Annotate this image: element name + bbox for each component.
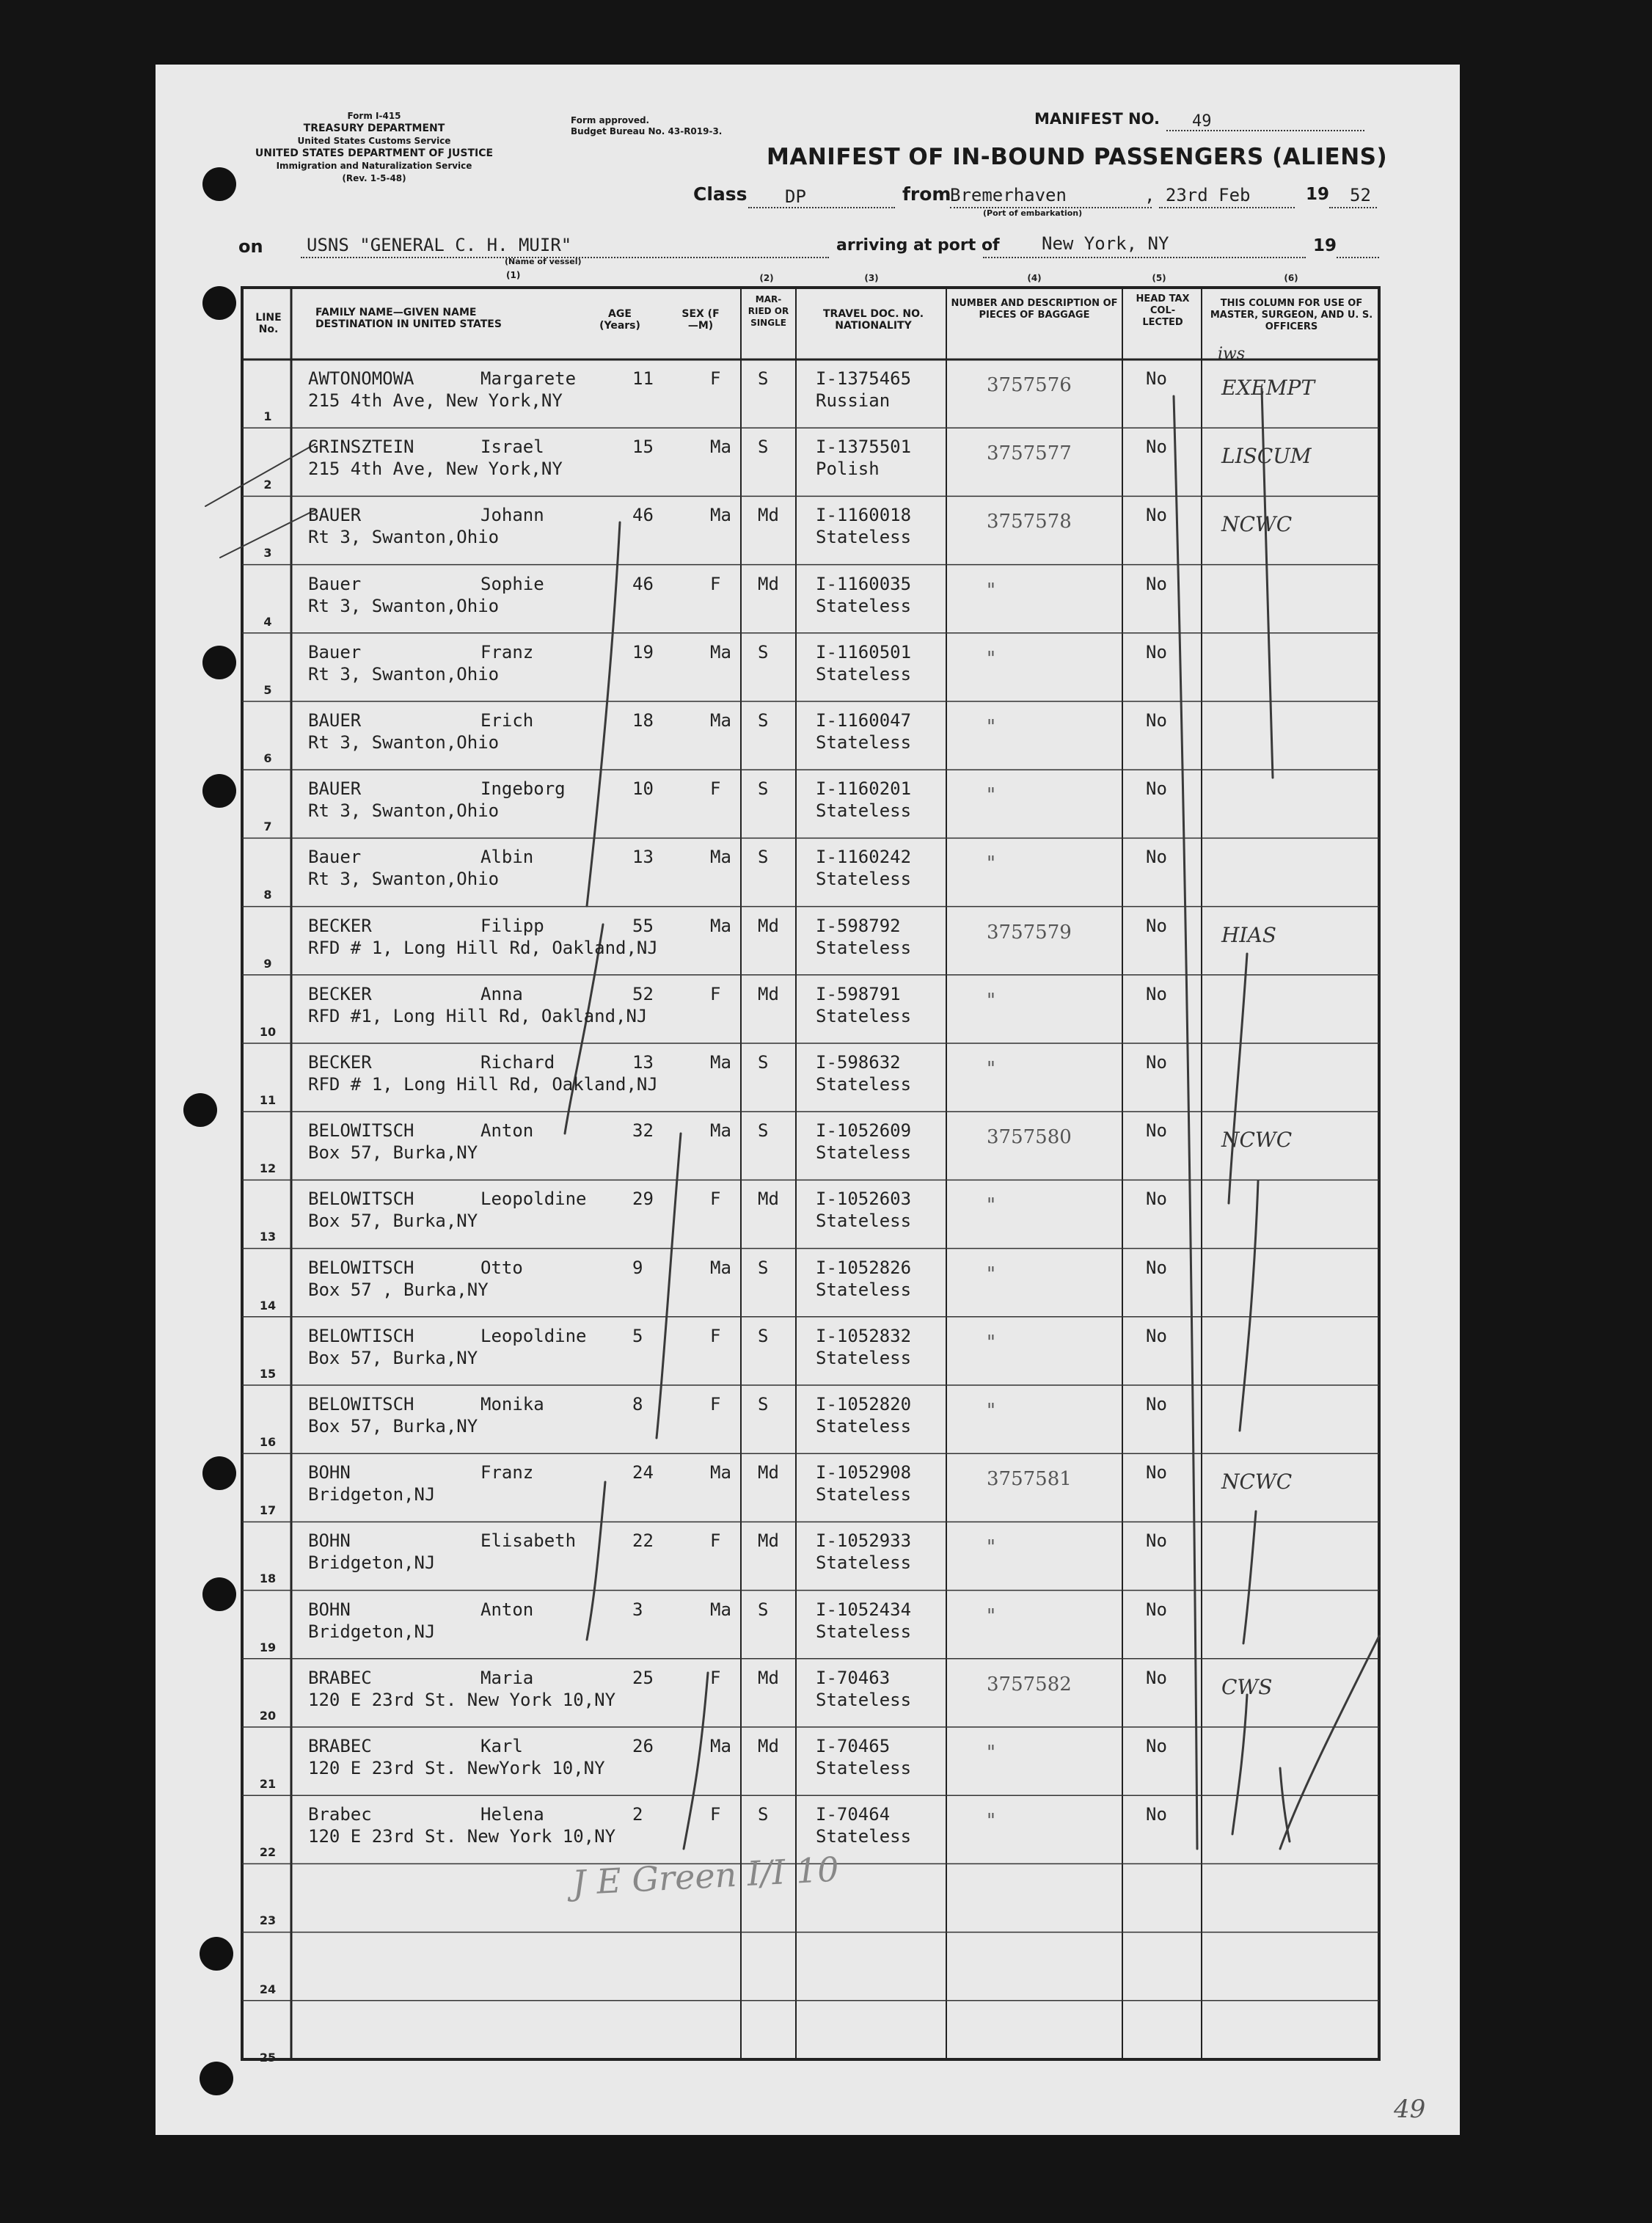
arriving-value: New York, NY xyxy=(1042,233,1169,254)
destination: Bridgeton,NJ xyxy=(308,1621,436,1642)
line-number: 20 xyxy=(259,1708,277,1723)
baggage-value: " xyxy=(987,1810,995,1833)
head-tax-value: No xyxy=(1146,1736,1167,1756)
line-number: 24 xyxy=(259,1982,277,1996)
family-name: BELOWITSCH xyxy=(308,1257,414,1278)
family-name: BOHN xyxy=(308,1599,351,1620)
officer-note: NCWC xyxy=(1221,512,1293,537)
marital-status: Md xyxy=(758,1189,779,1210)
baggage-value: " xyxy=(987,1194,995,1217)
given-name: Otto xyxy=(480,1257,523,1278)
destination: Rt 3, Swanton,Ohio xyxy=(308,800,500,822)
justice-line: UNITED STATES DEPARTMENT OF JUSTICE xyxy=(255,147,494,159)
baggage-value: " xyxy=(987,579,995,602)
line-number: 14 xyxy=(259,1298,277,1313)
nationality: Stateless xyxy=(816,1484,912,1505)
age-value: 19 xyxy=(632,641,654,662)
travel-doc-no: I-70465 xyxy=(816,1736,891,1756)
destination: Rt 3, Swanton,Ohio xyxy=(308,595,500,616)
nationality: Stateless xyxy=(816,1142,912,1164)
colnum-baggage: (4) xyxy=(1027,273,1042,283)
marital-status: S xyxy=(758,1394,769,1415)
given-name: Ingeborg xyxy=(480,778,566,800)
travel-doc-no: I-1052434 xyxy=(816,1599,912,1620)
travel-doc-no: I-70464 xyxy=(816,1804,891,1825)
family-name: BAUER xyxy=(308,710,362,731)
nationality: Stateless xyxy=(816,732,912,753)
marital-status: Md xyxy=(758,505,779,526)
head-tax-value: No xyxy=(1146,573,1167,594)
marital-status: S xyxy=(758,641,769,662)
nationality: Stateless xyxy=(816,527,912,548)
head-tax-value: No xyxy=(1146,368,1167,389)
age-value: 9 xyxy=(632,1257,643,1278)
budget-bureau-line: Budget Bureau No. 43-R019-3. xyxy=(571,126,723,136)
given-name: Filipp xyxy=(480,915,544,936)
destination: RFD # 1, Long Hill Rd, Oakland,NJ xyxy=(308,937,658,958)
line-number: 16 xyxy=(259,1435,277,1449)
marital-status: S xyxy=(758,1804,769,1825)
travel-doc-no: I-1160047 xyxy=(816,710,912,731)
ws-initials: iws xyxy=(1218,345,1246,363)
age-value: 15 xyxy=(632,437,654,458)
head-tax-value: No xyxy=(1146,1257,1167,1278)
marital-status: Md xyxy=(758,573,779,594)
given-name: Franz xyxy=(480,641,534,662)
sex-value: Ma xyxy=(710,505,731,526)
baggage-value: 3757578 xyxy=(987,511,1072,533)
given-name: Franz xyxy=(480,1462,534,1483)
given-name: Anna xyxy=(480,983,523,1004)
travel-doc-no: I-1052826 xyxy=(816,1257,912,1278)
sex-value: Ma xyxy=(710,437,731,458)
line-number: 6 xyxy=(263,751,272,765)
age-value: 46 xyxy=(632,573,654,594)
customs-line: United States Customs Service xyxy=(297,136,451,146)
line-number: 3 xyxy=(263,546,272,561)
given-name: Maria xyxy=(480,1667,534,1688)
manifest-no-value: 49 xyxy=(1192,112,1212,131)
rev-line: (Rev. 1-5-48) xyxy=(342,173,406,183)
col-header-name: FAMILY NAME—GIVEN NAME DESTINATION IN UNITED STATES xyxy=(315,307,502,330)
line-number: 15 xyxy=(259,1366,277,1381)
destination: Box 57, Burka,NY xyxy=(308,1347,478,1368)
sex-value: Ma xyxy=(710,1462,731,1483)
line-number: 2 xyxy=(263,478,272,492)
age-value: 22 xyxy=(632,1530,654,1552)
age-value: 8 xyxy=(632,1394,643,1415)
line-number: 22 xyxy=(259,1845,277,1860)
family-name: BELOWITSCH xyxy=(308,1120,414,1142)
head-tax-value: No xyxy=(1146,983,1167,1004)
given-name: Anton xyxy=(480,1120,534,1142)
sex-value: F xyxy=(710,1804,721,1825)
line-number: 9 xyxy=(263,956,272,971)
nationality: Stateless xyxy=(816,1005,912,1026)
nationality: Stateless xyxy=(816,1826,912,1847)
age-value: 5 xyxy=(632,1325,643,1346)
form-number: Form I-415 xyxy=(347,111,401,121)
marital-status: S xyxy=(758,368,769,389)
family-name: BECKER xyxy=(308,915,372,936)
page-number: 49 xyxy=(1394,2095,1426,2124)
sex-value: F xyxy=(710,1667,721,1688)
age-value: 10 xyxy=(632,778,654,800)
nationality: Stateless xyxy=(816,1347,912,1368)
sex-value: Ma xyxy=(710,1736,731,1756)
ins-line: Immigration and Naturalization Service xyxy=(276,161,472,171)
nationality: Stateless xyxy=(816,1758,912,1778)
family-name: BAUER xyxy=(308,505,362,526)
age-value: 11 xyxy=(632,368,654,389)
family-name: Bauer xyxy=(308,641,362,662)
date-value: , 23rd Feb xyxy=(1144,185,1251,205)
treasury-line: TREASURY DEPARTMENT xyxy=(303,123,445,134)
baggage-value: " xyxy=(987,784,995,807)
marital-status: Md xyxy=(758,1530,779,1552)
vessel-colnum: (1) xyxy=(506,270,521,280)
baggage-value: " xyxy=(987,989,995,1012)
destination: Rt 3, Swanton,Ohio xyxy=(308,869,500,890)
baggage-value: " xyxy=(987,1536,995,1559)
line-number: 1 xyxy=(263,409,272,423)
destination: Bridgeton,NJ xyxy=(308,1484,436,1505)
sex-value: Ma xyxy=(710,847,731,868)
destination: 215 4th Ave, New York,NY xyxy=(308,390,563,411)
baggage-value: " xyxy=(987,647,995,670)
line-number: 8 xyxy=(263,888,272,902)
baggage-value: " xyxy=(987,853,995,875)
signature: J E Green I/I 10 xyxy=(571,1849,840,1903)
nationality: Stateless xyxy=(816,1416,912,1437)
nationality: Stateless xyxy=(816,595,912,616)
sex-value: Ma xyxy=(710,710,731,731)
age-value: 32 xyxy=(632,1120,654,1142)
class-value: DP xyxy=(785,186,806,207)
destination: 120 E 23rd St. New York 10,NY xyxy=(308,1689,616,1710)
given-name: Israel xyxy=(480,437,544,458)
officer-note: LISCUM xyxy=(1221,444,1312,469)
page-title: MANIFEST OF IN-BOUND PASSENGERS (ALIENS) xyxy=(767,144,1388,170)
age-value: 13 xyxy=(632,847,654,868)
sex-value: F xyxy=(710,1189,721,1210)
travel-doc-no: I-1052933 xyxy=(816,1530,912,1552)
head-tax-value: No xyxy=(1146,1804,1167,1825)
marital-status: S xyxy=(758,778,769,800)
given-name: Sophie xyxy=(480,573,544,594)
from-label: from xyxy=(902,183,951,205)
line-number: 13 xyxy=(259,1230,277,1244)
sex-value: Ma xyxy=(710,1052,731,1073)
destination: Rt 3, Swanton,Ohio xyxy=(308,527,500,548)
line-number: 10 xyxy=(259,1024,277,1039)
nationality: Polish xyxy=(816,459,880,480)
age-value: 52 xyxy=(632,983,654,1004)
head-tax-value: No xyxy=(1146,1120,1167,1142)
col-header-travel: TRAVEL DOC. NO. NATIONALITY xyxy=(822,308,924,332)
family-name: Bauer xyxy=(308,847,362,868)
colnum-officers: (6) xyxy=(1284,273,1298,283)
destination: Box 57 , Burka,NY xyxy=(308,1279,489,1300)
family-name: BELOWTISCH xyxy=(308,1325,414,1346)
line-number: 25 xyxy=(259,2050,277,2065)
given-name: Elisabeth xyxy=(480,1530,577,1552)
travel-doc-no: I-1160242 xyxy=(816,847,912,868)
baggage-value: " xyxy=(987,1400,995,1422)
baggage-value: " xyxy=(987,1058,995,1080)
family-name: BRABEC xyxy=(308,1667,372,1688)
line-number: 5 xyxy=(263,682,272,697)
line-number: 17 xyxy=(259,1503,277,1518)
given-name: Leopoldine xyxy=(480,1325,587,1346)
given-name: Erich xyxy=(480,710,534,731)
family-name: GRINSZTEIN xyxy=(308,437,414,458)
travel-doc-no: I-598791 xyxy=(816,983,901,1004)
line-number: 18 xyxy=(259,1572,277,1586)
head-tax-value: No xyxy=(1146,778,1167,800)
family-name: BOHN xyxy=(308,1530,351,1552)
nationality: Stateless xyxy=(816,800,912,822)
nationality: Stateless xyxy=(816,1689,912,1710)
col-header-tax: HEAD TAX COL- LECTED xyxy=(1136,293,1190,328)
given-name: Albin xyxy=(480,847,534,868)
nationality: Stateless xyxy=(816,937,912,958)
head-tax-value: No xyxy=(1146,1667,1167,1688)
head-tax-value: No xyxy=(1146,641,1167,662)
head-tax-value: No xyxy=(1146,1462,1167,1483)
destination: Rt 3, Swanton,Ohio xyxy=(308,732,500,753)
travel-doc-no: I-1375501 xyxy=(816,437,912,458)
nationality: Stateless xyxy=(816,1074,912,1095)
head-tax-value: No xyxy=(1146,1394,1167,1415)
sex-value: F xyxy=(710,573,721,594)
officer-note: NCWC xyxy=(1221,1470,1293,1494)
officer-note: EXEMPT xyxy=(1221,376,1315,400)
age-value: 26 xyxy=(632,1736,654,1756)
travel-doc-no: I-598792 xyxy=(816,915,901,936)
marital-status: S xyxy=(758,1120,769,1142)
marital-status: S xyxy=(758,1257,769,1278)
line-number: 12 xyxy=(259,1161,277,1176)
given-name: Johann xyxy=(480,505,544,526)
family-name: BELOWITSCH xyxy=(308,1394,414,1415)
officer-note: CWS xyxy=(1221,1674,1273,1699)
col-header-officers: THIS COLUMN FOR USE OF MASTER, SURGEON, AND U. S. OFFICERS xyxy=(1210,298,1373,332)
age-value: 13 xyxy=(632,1052,654,1073)
sex-value: F xyxy=(710,1530,721,1552)
given-name: Richard xyxy=(480,1052,555,1073)
head-tax-value: No xyxy=(1146,847,1167,868)
marital-status: Md xyxy=(758,983,779,1004)
colnum-tax: (5) xyxy=(1152,273,1166,283)
year-value: 52 xyxy=(1350,185,1371,205)
age-value: 24 xyxy=(632,1462,654,1483)
travel-doc-no: I-1052603 xyxy=(816,1189,912,1210)
arriving-label: arriving at port of xyxy=(836,236,1000,255)
marital-status: S xyxy=(758,1599,769,1620)
travel-doc-no: I-1052609 xyxy=(816,1120,912,1142)
destination: Box 57, Burka,NY xyxy=(308,1142,478,1164)
travel-doc-no: I-1052908 xyxy=(816,1462,912,1483)
baggage-value: 3757576 xyxy=(987,374,1072,396)
col-header-baggage: NUMBER AND DESCRIPTION OF PIECES OF BAGGAGE xyxy=(951,298,1118,321)
destination: Box 57, Burka,NY xyxy=(308,1416,478,1437)
given-name: Monika xyxy=(480,1394,544,1415)
sex-value: F xyxy=(710,778,721,800)
col-header-age: AGE (Years) xyxy=(599,308,640,332)
given-name: Anton xyxy=(480,1599,534,1620)
travel-doc-no: I-1160035 xyxy=(816,573,912,594)
marital-status: S xyxy=(758,1052,769,1073)
age-value: 46 xyxy=(632,505,654,526)
marital-status: S xyxy=(758,1325,769,1346)
destination: Box 57, Burka,NY xyxy=(308,1211,478,1232)
head-tax-value: No xyxy=(1146,710,1167,731)
marital-status: Md xyxy=(758,1667,779,1688)
line-number: 4 xyxy=(263,614,272,629)
travel-doc-no: I-598632 xyxy=(816,1052,901,1073)
nationality: Stateless xyxy=(816,1211,912,1232)
sex-value: F xyxy=(710,368,721,389)
nationality: Stateless xyxy=(816,663,912,685)
head-tax-value: No xyxy=(1146,1599,1167,1620)
vessel-value: USNS "GENERAL C. H. MUIR" xyxy=(307,235,572,255)
officer-note: NCWC xyxy=(1221,1128,1293,1153)
age-value: 18 xyxy=(632,710,654,731)
sex-value: Ma xyxy=(710,641,731,662)
destination: 120 E 23rd St. NewYork 10,NY xyxy=(308,1758,605,1778)
destination: Bridgeton,NJ xyxy=(308,1552,436,1574)
head-tax-value: No xyxy=(1146,1052,1167,1073)
from-value: Bremerhaven xyxy=(950,185,1067,205)
colnum-married: (2) xyxy=(759,273,774,283)
family-name: BECKER xyxy=(308,1052,372,1073)
sex-value: F xyxy=(710,1325,721,1346)
on-label: on xyxy=(238,236,263,257)
age-value: 25 xyxy=(632,1667,654,1688)
sex-value: Ma xyxy=(710,1120,731,1142)
marital-status: Md xyxy=(758,1736,779,1756)
head-tax-value: No xyxy=(1146,915,1167,936)
destination: 215 4th Ave, New York,NY xyxy=(308,459,563,480)
head-tax-value: No xyxy=(1146,1189,1167,1210)
head-tax-value: No xyxy=(1146,437,1167,458)
officer-note: HIAS xyxy=(1221,922,1276,947)
baggage-value: " xyxy=(987,1605,995,1627)
baggage-value: " xyxy=(987,1331,995,1354)
baggage-value: 3757580 xyxy=(987,1126,1072,1149)
family-name: AWTONOMOWA xyxy=(308,368,414,389)
destination: RFD # 1, Long Hill Rd, Oakland,NJ xyxy=(308,1074,658,1095)
travel-doc-no: I-1052832 xyxy=(816,1325,912,1346)
destination: Rt 3, Swanton,Ohio xyxy=(308,663,500,685)
nationality: Stateless xyxy=(816,1621,912,1642)
baggage-value: " xyxy=(987,716,995,738)
line-number: 23 xyxy=(259,1913,277,1928)
baggage-value: 3757581 xyxy=(987,1468,1072,1491)
family-name: BOHN xyxy=(308,1462,351,1483)
family-name: BELOWITSCH xyxy=(308,1189,414,1210)
given-name: Margarete xyxy=(480,368,577,389)
baggage-value: 3757577 xyxy=(987,442,1072,465)
travel-doc-no: I-1375465 xyxy=(816,368,912,389)
vessel-caption: (Name of vessel) xyxy=(505,257,582,266)
arriving-year: 19 xyxy=(1313,236,1337,255)
given-name: Helena xyxy=(480,1804,544,1825)
manifest-no-label: MANIFEST NO. xyxy=(1034,110,1160,128)
age-value: 2 xyxy=(632,1804,643,1825)
port-caption: (Port of embarkation) xyxy=(983,208,1083,218)
sex-value: F xyxy=(710,983,721,1004)
sex-value: F xyxy=(710,1394,721,1415)
family-name: BECKER xyxy=(308,983,372,1004)
marital-status: Md xyxy=(758,915,779,936)
sex-value: Ma xyxy=(710,1599,731,1620)
colnum-travel: (3) xyxy=(864,273,879,283)
year-prefix: 19 xyxy=(1306,185,1330,204)
head-tax-value: No xyxy=(1146,505,1167,526)
travel-doc-no: I-1160018 xyxy=(816,505,912,526)
col-header-married: MAR- RIED OR SINGLE xyxy=(748,294,789,328)
marital-status: S xyxy=(758,847,769,868)
nationality: Stateless xyxy=(816,1552,912,1574)
given-name: Leopoldine xyxy=(480,1189,587,1210)
nationality: Stateless xyxy=(816,869,912,890)
marital-status: Md xyxy=(758,1462,779,1483)
baggage-value: 3757579 xyxy=(987,921,1072,943)
travel-doc-no: I-1160201 xyxy=(816,778,912,800)
sex-value: Ma xyxy=(710,1257,731,1278)
family-name: Brabec xyxy=(308,1804,372,1825)
baggage-value: " xyxy=(987,1742,995,1764)
family-name: BRABEC xyxy=(308,1736,372,1756)
head-tax-value: No xyxy=(1146,1325,1167,1346)
age-value: 3 xyxy=(632,1599,643,1620)
line-number: 21 xyxy=(259,1777,277,1791)
travel-doc-no: I-1052820 xyxy=(816,1394,912,1415)
travel-doc-no: I-70463 xyxy=(816,1667,891,1688)
marital-status: S xyxy=(758,437,769,458)
destination: 120 E 23rd St. New York 10,NY xyxy=(308,1826,616,1847)
line-number: 7 xyxy=(263,820,272,834)
age-value: 29 xyxy=(632,1189,654,1210)
line-number: 19 xyxy=(259,1640,277,1654)
nationality: Stateless xyxy=(816,1279,912,1300)
family-name: Bauer xyxy=(308,573,362,594)
col-header-sex: SEX (F—M) xyxy=(681,308,720,332)
col-header-line: LINE No. xyxy=(255,312,282,335)
sex-value: Ma xyxy=(710,915,731,936)
family-name: BAUER xyxy=(308,778,362,800)
marital-status: S xyxy=(758,710,769,731)
age-value: 55 xyxy=(632,915,654,936)
line-number: 11 xyxy=(259,1093,277,1107)
baggage-value: 3757582 xyxy=(987,1673,1072,1695)
travel-doc-no: I-1160501 xyxy=(816,641,912,662)
given-name: Karl xyxy=(480,1736,523,1756)
head-tax-value: No xyxy=(1146,1530,1167,1552)
form-approved-line: Form approved. xyxy=(571,115,650,125)
destination: RFD #1, Long Hill Rd, Oakland,NJ xyxy=(308,1005,648,1026)
nationality: Russian xyxy=(816,390,891,411)
baggage-value: " xyxy=(987,1263,995,1285)
class-label: Class xyxy=(693,183,748,205)
